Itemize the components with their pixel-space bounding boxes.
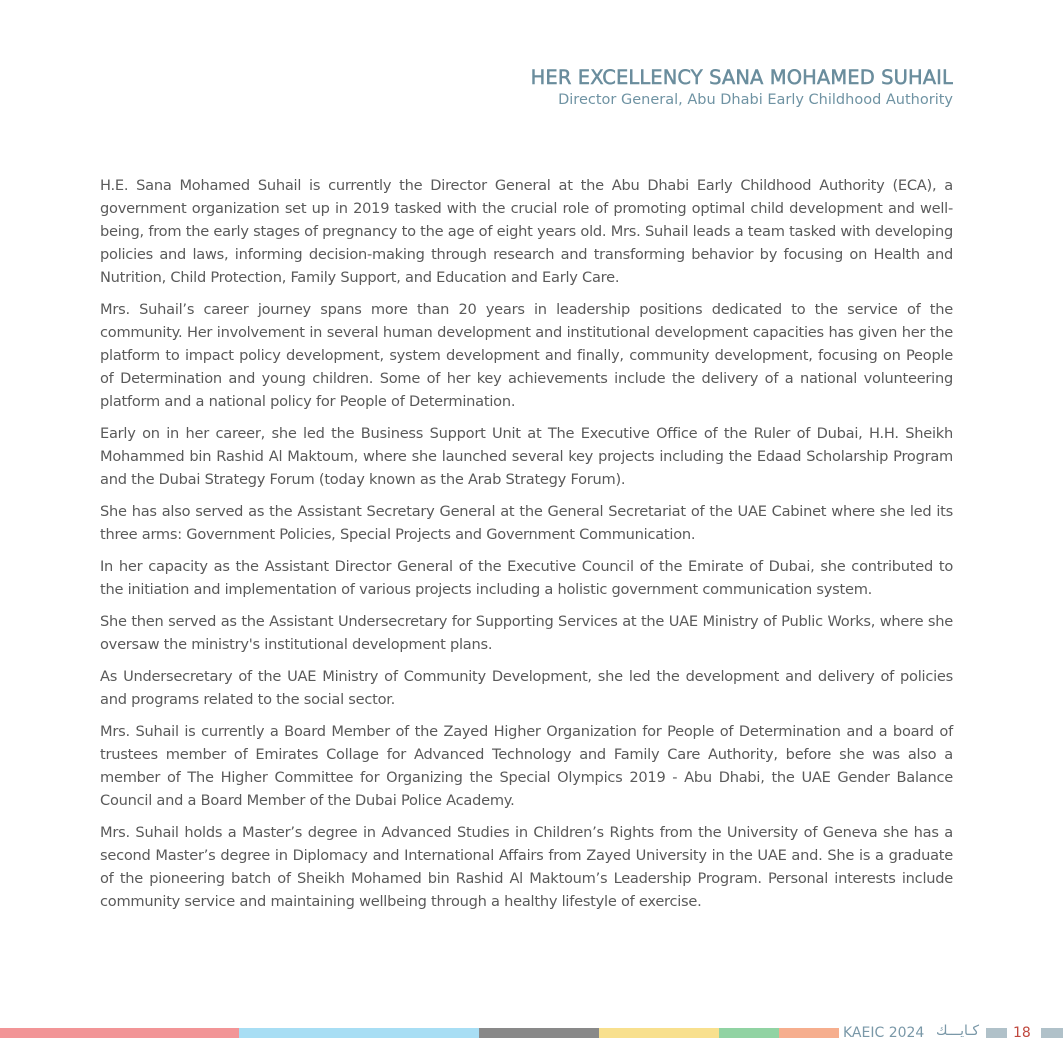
page-subtitle: Director General, Abu Dhabi Early Childhood Authority [558, 92, 953, 108]
page-title: HER EXCELLENCY SANA MOHAMED SUHAIL [530, 66, 953, 89]
stripe-gray [479, 1028, 599, 1038]
paragraph: Mrs. Suhail is currently a Board Member of the Zayed Higher Organization for People of Determination and a board of trustees member of Emirates Collage for Advanced Technology and Family Care Authority, before she was also a member of The Higher Committee for Organizing the Special Olympics 2019 - Abu Dhabi, the UAE Gender Balance Council and a Board Member of the Dubai Police Academy. [100, 723, 953, 809]
paragraph: H.E. Sana Mohamed Suhail is currently the Director General at the Abu Dhabi Early Childhood Authority (ECA), a government organization set up in 2019 tasked with the crucial role of promoting optimal child development and well-being, from the early stages of pregnancy to the age of eight years old. Mrs. Suhail leads a team tasked with developing policies and laws, informing decision-making through research and transforming behavior by focusing on Health and Nutrition, Child Protection, Family Support, and Education and Early Care. [100, 177, 953, 286]
paragraph: In her capacity as the Assistant Director General of the Executive Council of the Emirate of Dubai, she contributed to the initiation and implementation of various projects including a holistic government communication system. [100, 558, 953, 598]
paragraph: Mrs. Suhail’s career journey spans more than 20 years in leadership positions dedicated to the service of the community. Her involvement in several human development and institutional development capacities has given her the platform to impact policy development, system development and finally, community development, focusing on People of Determination and young children. Some of her key achievements include the delivery of a national volunteering platform and a national policy for People of Determination. [100, 301, 953, 410]
paragraph: She then served as the Assistant Undersecretary for Supporting Services at the UAE Ministry of Public Works, where she oversaw the ministry's institutional development plans. [100, 613, 953, 653]
footer-label: KAEIC 2024 [843, 1025, 925, 1041]
footer-end-block [1041, 1028, 1063, 1038]
stripe-yellow [599, 1028, 719, 1038]
stripe-orange [779, 1028, 839, 1038]
stripe-pink [0, 1028, 239, 1038]
paragraph: She has also served as the Assistant Secretary General at the General Secretariat of the UAE Cabinet where she led its three arms: Government Policies, Special Projects and Government Communication. [100, 503, 953, 543]
paragraph: As Undersecretary of the UAE Ministry of Community Development, she led the development and delivery of policies and programs related to the social sector. [100, 668, 953, 708]
page-header [531, 66, 953, 110]
stripe-green [719, 1028, 779, 1038]
footer-divider-block [986, 1028, 1007, 1038]
footer-arabic-label: كـايـــك [936, 1023, 980, 1039]
paragraph: Mrs. Suhail holds a Master’s degree in Advanced Studies in Children’s Rights from the University of Geneva she has a second Master’s degree in Diplomacy and International Affairs from Zayed University in the UAE and. She is a graduate of the pioneering batch of Sheikh Mohamed bin Rashid Al Maktoum’s Leadership Program. Personal interests include community service and maintaining wellbeing through a healthy lifestyle of exercise. [100, 824, 953, 910]
stripe-blue [239, 1028, 479, 1038]
page-number: 18 [1013, 1025, 1031, 1041]
paragraph: Early on in her career, she led the Business Support Unit at The Executive Office of the Ruler of Dubai, H.H. Sheikh Mohammed bin Rashid Al Maktoum, where she launched several key projects including the Edaad Scholarship Program and the Dubai Strategy Forum (today known as the Arab Strategy Forum). [100, 425, 953, 488]
biography-body [100, 174, 953, 922]
